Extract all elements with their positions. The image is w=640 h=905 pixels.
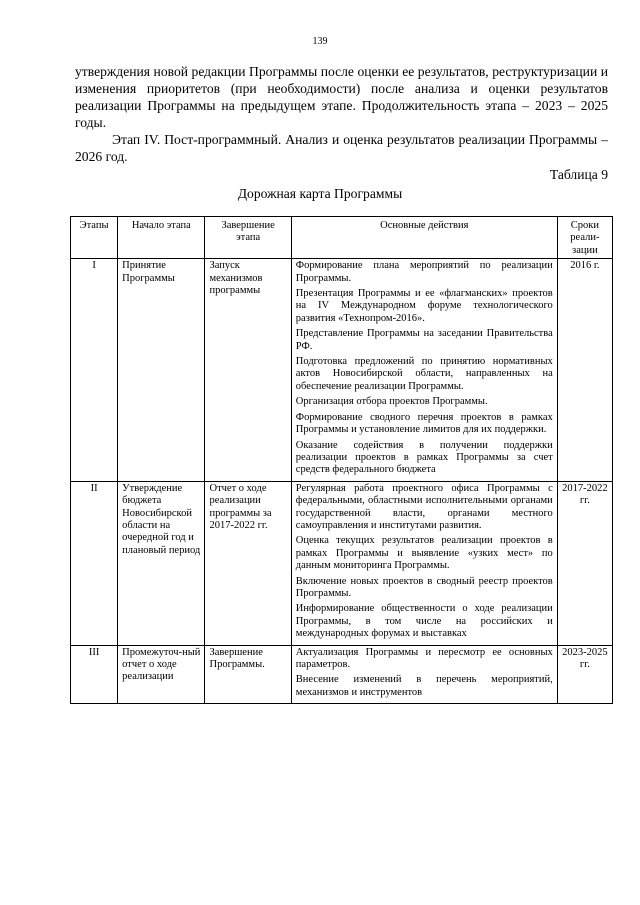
actions-cell [291, 481, 557, 645]
table-header-row [71, 217, 613, 259]
action-item: Оценка текущих результатов реализации проектов в рамках Программы и выявление «узких мест» по данным мониторинга Программы. [295, 535, 553, 572]
paragraph-2 [75, 131, 608, 165]
end-cell: Запуск механизмов программы [205, 259, 291, 482]
action-item: Информирование общественности о ходе реализации Программы, в том числе на российских и международных форумах и выставках [295, 603, 553, 640]
action-item: Представление Программы на заседании Правительства РФ. [295, 328, 553, 352]
stage-cell: III [71, 645, 118, 704]
start-cell: Утверждение бюджета Новосибирской области на очередной год и плановый период [118, 481, 205, 645]
end-cell: Завершение Программы. [205, 645, 291, 704]
header-terms: Сроки реали-зации [557, 217, 612, 259]
paragraph-2-text: Этап IV. Пост-программный. Анализ и оценка результатов реализации Программы – 2026 год. [75, 132, 608, 164]
table-label: Таблица 9 [549, 167, 608, 182]
header-start: Начало этапа [118, 217, 205, 259]
start-cell: Промежуточ-ный отчет о ходе реализации [118, 645, 205, 704]
table-row [71, 645, 613, 704]
page-number: 139 [312, 36, 328, 47]
stage-cell: I [71, 259, 118, 482]
table-title: Дорожная карта Программы [237, 186, 403, 201]
action-item: Организация отбора проектов Программы. [295, 396, 488, 408]
action-item: Оказание содействия в получении поддержки реализации проектов в рамках Программы за счет средств федерального бюджета [295, 439, 553, 476]
action-item: Внесение изменений в перечень мероприятий, механизмов и инструментов [295, 674, 553, 698]
actions-cell [291, 259, 557, 482]
action-item: Формирование сводного перечня проектов в рамках Программы и установление лимитов для их поддержки. [295, 411, 553, 436]
start-cell: Принятие Программы [118, 259, 205, 482]
end-cell: Отчет о ходе реализации программы за 2017-2022 гг. [205, 481, 291, 645]
action-item: Включение новых проектов в сводный реестр проектов Программы. [295, 575, 553, 599]
header-end: Завершение этапа [205, 217, 291, 259]
action-item: Формирование плана мероприятий по реализации Программы. [295, 260, 553, 284]
header-stage: Этапы [71, 217, 118, 259]
terms-cell: 2017-2022 гг. [557, 481, 612, 645]
action-item: Актуализация Программы и пересмотр ее основных параметров. [295, 646, 553, 670]
actions-cell [291, 645, 557, 704]
stage-cell: II [71, 481, 118, 645]
paragraph-1 [75, 63, 608, 131]
terms-cell: 2023-2025 гг. [557, 645, 612, 704]
action-item: Презентация Программы и ее «флагманских» проектов на IV Международном форуме технологического развития «Технопром-2016». [295, 288, 553, 324]
table-row [71, 481, 613, 645]
paragraph-1-text: утверждения новой редакции Программы после оценки ее результатов, реструктуризации и изменения приоритетов (при необходимости) после анализа и оценки результатов реализации Программы на предыдущем этапе. Продолжительность этапа – 2023 – 2025 годы. [75, 64, 608, 130]
roadmap-table [70, 216, 613, 704]
action-item: Регулярная работа проектного офиса Программы с федеральными, областными исполнительными органами государственной власти, органами местного самоуправления и институтами развития. [295, 482, 553, 531]
header-actions: Основные действия [291, 217, 557, 259]
table-row [71, 259, 613, 482]
action-item: Подготовка предложений по принятию нормативных актов Новосибирской области, направленных на обеспечение реализации Программы. [295, 356, 553, 392]
terms-cell: 2016 г. [557, 259, 612, 482]
